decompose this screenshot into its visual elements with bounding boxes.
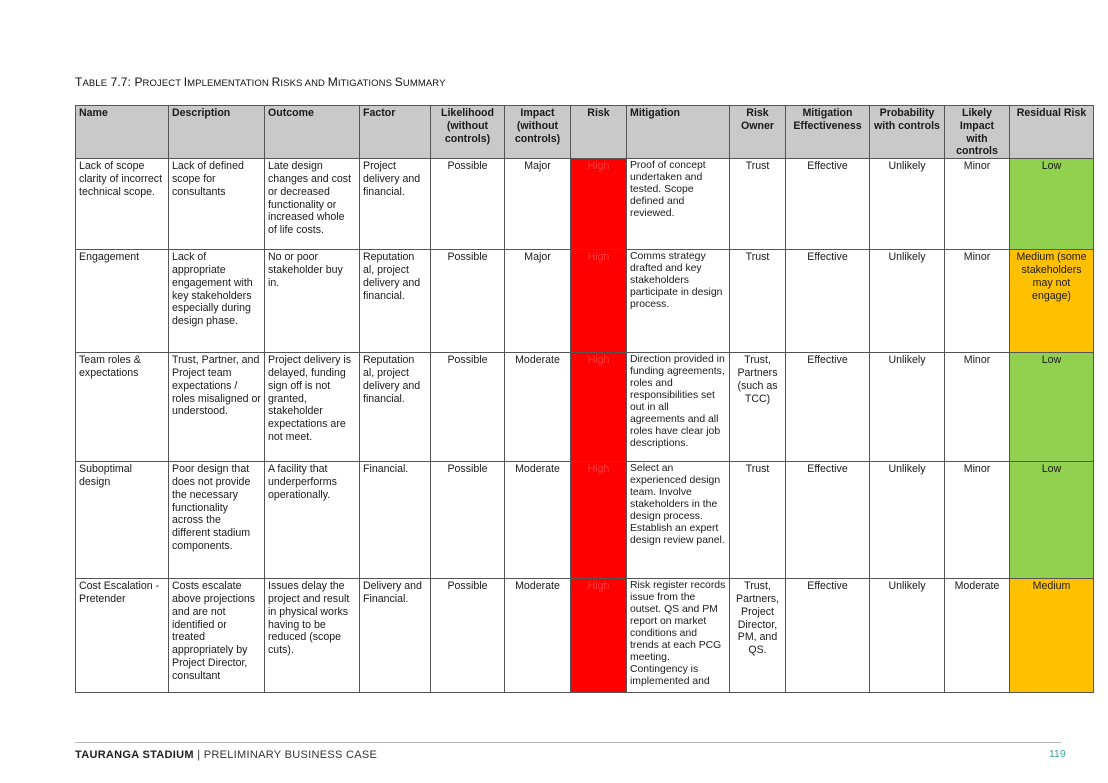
page-number: 119: [1049, 748, 1066, 760]
cell-likely-impact: Minor: [945, 353, 1010, 462]
cell-residual-risk: Medium: [1010, 579, 1094, 693]
header-probability: Probability with controls: [870, 106, 945, 159]
footer-divider: [75, 742, 1061, 743]
cell-residual-risk: Low: [1010, 353, 1094, 462]
header-risk: Risk: [571, 106, 627, 159]
cell-effectiveness: Effective: [786, 462, 870, 579]
cell-likely-impact: Moderate: [945, 579, 1010, 693]
cell-description: Trust, Partner, and Project team expectations / roles misaligned or understood.: [169, 353, 265, 462]
cell-mitigation: Select an experienced design team. Involve stakeholders in the design process. Establish an expert design review panel.: [627, 462, 730, 579]
cell-impact: Moderate: [505, 462, 571, 579]
cell-residual-risk: Low: [1010, 462, 1094, 579]
cell-outcome: No or poor stakeholder buy in.: [265, 250, 360, 353]
caption-word-cap: R: [271, 75, 281, 89]
cell-effectiveness: Effective: [786, 579, 870, 693]
cell-risk-owner: Trust, Partners (such as TCC): [730, 353, 786, 462]
cell-mitigation: Direction provided in funding agreements, roles and responsibilities set out in all agreements and all roles have clear job descriptions.: [627, 353, 730, 462]
cell-likely-impact: Minor: [945, 159, 1010, 250]
cell-effectiveness: Effective: [786, 250, 870, 353]
cell-risk: High: [571, 462, 627, 579]
cell-mitigation: Comms strategy drafted and key stakeholders participate in design process.: [627, 250, 730, 353]
cell-factor: Delivery and Financial.: [360, 579, 431, 693]
caption-word-rest: ISKS AND: [280, 78, 328, 89]
caption-word-rest: MPLEMENTATION: [187, 78, 272, 89]
cell-factor: Project delivery and financial.: [360, 159, 431, 250]
cell-outcome: Issues delay the project and result in physical works having to be reduced (scope cuts).: [265, 579, 360, 693]
caption-word-rest: ITIGATIONS: [337, 78, 395, 89]
footer-document-title: [75, 749, 377, 761]
cell-likelihood: Possible: [431, 353, 505, 462]
cell-effectiveness: Effective: [786, 159, 870, 250]
header-impact: Impact (without controls): [505, 106, 571, 159]
cell-impact: Moderate: [505, 353, 571, 462]
cell-probability: Unlikely: [870, 250, 945, 353]
cell-probability: Unlikely: [870, 579, 945, 693]
table-row: [76, 579, 1094, 693]
caption-word-rest: UMMARY: [402, 78, 446, 89]
risk-summary-table: [75, 105, 1094, 693]
cell-risk: High: [571, 250, 627, 353]
cell-residual-risk: Medium (some stakeholders may not engage): [1010, 250, 1094, 353]
cell-outcome: A facility that underperforms operationally.: [265, 462, 360, 579]
cell-name: Lack of scope clarity of incorrect technical scope.: [76, 159, 169, 250]
header-name: Name: [76, 106, 169, 159]
cell-risk: High: [571, 353, 627, 462]
cell-likely-impact: Minor: [945, 250, 1010, 353]
caption-prefix-rest: ABLE: [82, 78, 108, 89]
cell-residual-risk: Low: [1010, 159, 1094, 250]
footer-doc-name: PRELIMINARY BUSINESS CASE: [203, 749, 378, 761]
cell-probability: Unlikely: [870, 353, 945, 462]
header-mitigation-effectiveness: Mitigation Effectiveness: [786, 106, 870, 159]
cell-name: Cost Escalation - Pretender: [76, 579, 169, 693]
cell-description: Costs escalate above projections and are not identified or treated appropriately by Project Director, consultant: [169, 579, 265, 693]
header-outcome: Outcome: [265, 106, 360, 159]
cell-probability: Unlikely: [870, 159, 945, 250]
header-risk-owner: Risk Owner: [730, 106, 786, 159]
caption-word-rest: ROJECT: [142, 78, 184, 89]
header-residual-risk: Residual Risk: [1010, 106, 1094, 159]
caption-word-cap: P: [134, 75, 143, 89]
cell-likelihood: Possible: [431, 462, 505, 579]
cell-likelihood: Possible: [431, 159, 505, 250]
cell-effectiveness: Effective: [786, 353, 870, 462]
cell-name: Team roles & expectations: [76, 353, 169, 462]
header-description: Description: [169, 106, 265, 159]
caption-word-cap: S: [394, 75, 403, 89]
cell-description: Lack of defined scope for consultants: [169, 159, 265, 250]
cell-description: Poor design that does not provide the necessary functionality across the different stadium components.: [169, 462, 265, 579]
cell-risk: High: [571, 579, 627, 693]
cell-mitigation: Proof of concept undertaken and tested. Scope defined and reviewed.: [627, 159, 730, 250]
header-mitigation: Mitigation: [627, 106, 730, 159]
cell-risk-owner: Trust, Partners, Project Director, PM, and QS.: [730, 579, 786, 693]
cell-risk-owner: Trust: [730, 462, 786, 579]
cell-name: Suboptimal design: [76, 462, 169, 579]
table-caption: [75, 75, 446, 89]
cell-outcome: Project delivery is delayed, funding sign off is not granted, stakeholder expectations are not meet.: [265, 353, 360, 462]
header-likely-impact: Likely Impact with controls: [945, 106, 1010, 159]
cell-impact: Moderate: [505, 579, 571, 693]
table-body: [76, 159, 1094, 693]
cell-impact: Major: [505, 159, 571, 250]
cell-mitigation: Risk register records issue from the outset. QS and PM report on market conditions and trends at each PCG meeting. Contingency is implemented and: [627, 579, 730, 693]
table-header-row: [76, 106, 1094, 159]
caption-prefix-cap: T: [75, 75, 83, 89]
caption-word-cap: I: [183, 75, 188, 89]
footer-separator: |: [193, 749, 204, 761]
cell-likelihood: Possible: [431, 579, 505, 693]
caption-word-cap: M: [327, 75, 338, 89]
cell-name: Engagement: [76, 250, 169, 353]
footer-brand: TAURANGA STADIUM: [75, 749, 194, 761]
cell-factor: Reputation al, project delivery and financial.: [360, 250, 431, 353]
cell-likely-impact: Minor: [945, 462, 1010, 579]
table-row: [76, 250, 1094, 353]
cell-risk: High: [571, 159, 627, 250]
cell-probability: Unlikely: [870, 462, 945, 579]
caption-number: 7.7:: [107, 75, 135, 89]
cell-likelihood: Possible: [431, 250, 505, 353]
header-factor: Factor: [360, 106, 431, 159]
cell-risk-owner: Trust: [730, 250, 786, 353]
table-row: [76, 462, 1094, 579]
cell-factor: Financial.: [360, 462, 431, 579]
table-row: [76, 353, 1094, 462]
header-likelihood: Likelihood (without controls): [431, 106, 505, 159]
cell-risk-owner: Trust: [730, 159, 786, 250]
cell-impact: Major: [505, 250, 571, 353]
cell-factor: Reputation al, project delivery and financial.: [360, 353, 431, 462]
cell-description: Lack of appropriate engagement with key stakeholders especially during design phase.: [169, 250, 265, 353]
table-row: [76, 159, 1094, 250]
cell-outcome: Late design changes and cost or decreased functionality or increased whole of life costs.: [265, 159, 360, 250]
